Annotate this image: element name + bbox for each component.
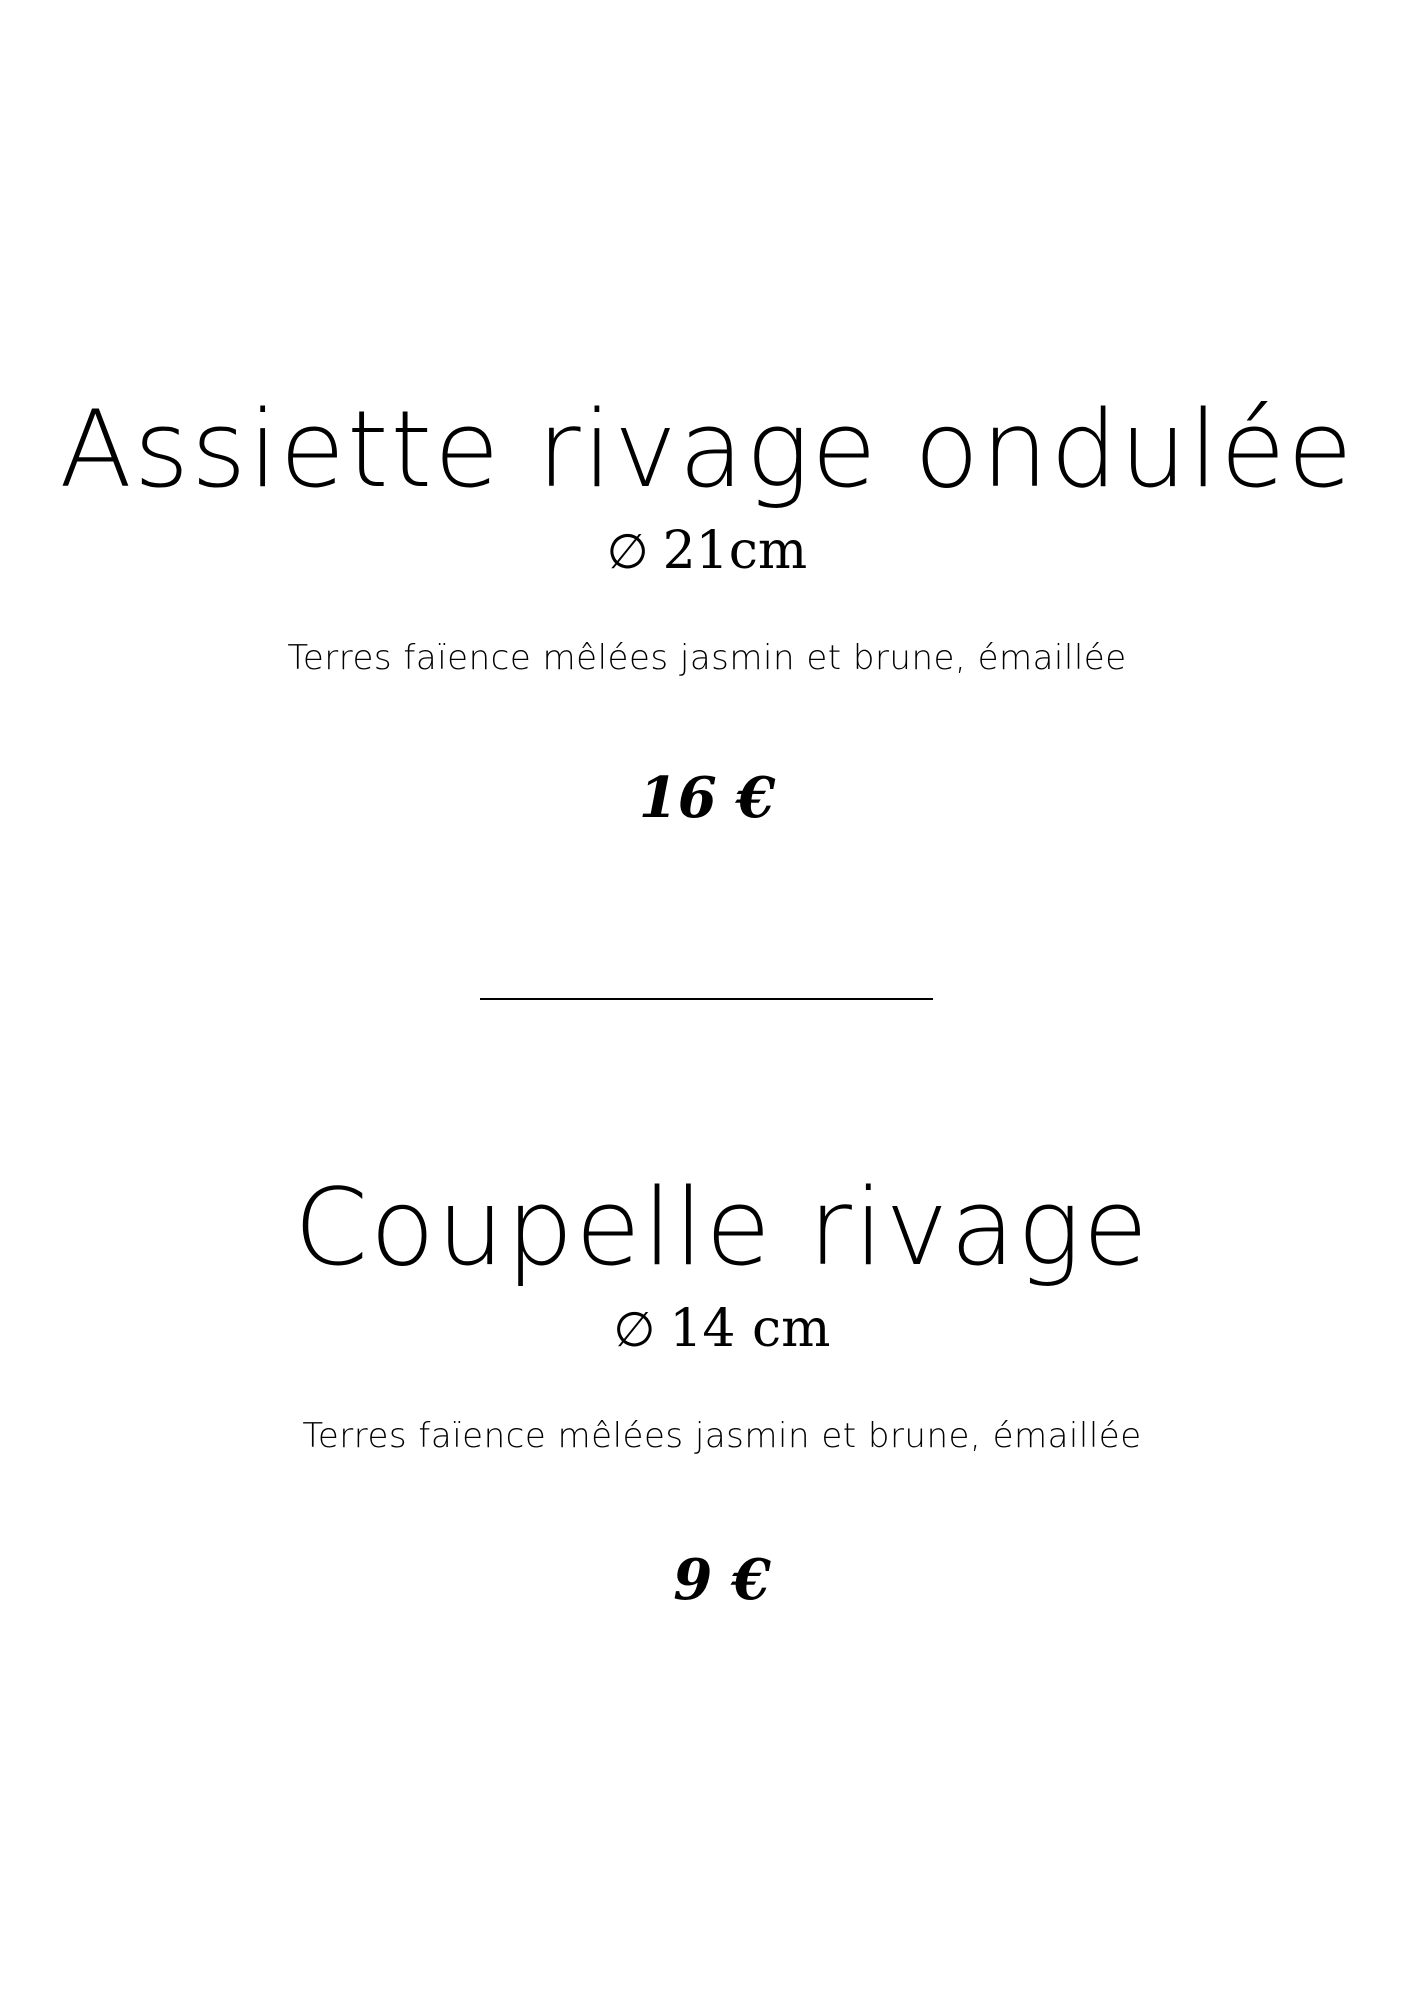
diameter-icon: ∅ <box>606 524 649 580</box>
product-title: Coupelle rivage <box>294 1166 1150 1289</box>
product-description: Terres faïence mêlées jasmin et brune, émaillée <box>287 638 1127 678</box>
section-divider <box>480 998 933 1000</box>
dimension-value: 21cm <box>662 521 808 581</box>
product-dimension <box>0 519 1414 584</box>
product-coupelle-rivage <box>0 1163 1414 1614</box>
diameter-icon: ∅ <box>613 1302 656 1358</box>
product-price: 16 € <box>638 765 776 831</box>
product-price: 9 € <box>673 1547 771 1613</box>
product-assiette-rivage-ondulee <box>0 385 1414 832</box>
product-dimension <box>0 1297 1414 1362</box>
product-title: Assiette rivage ondulée <box>59 388 1355 511</box>
dimension-value: 14 cm <box>669 1299 831 1359</box>
product-description: Terres faïence mêlées jasmin et brune, émaillée <box>302 1416 1142 1456</box>
